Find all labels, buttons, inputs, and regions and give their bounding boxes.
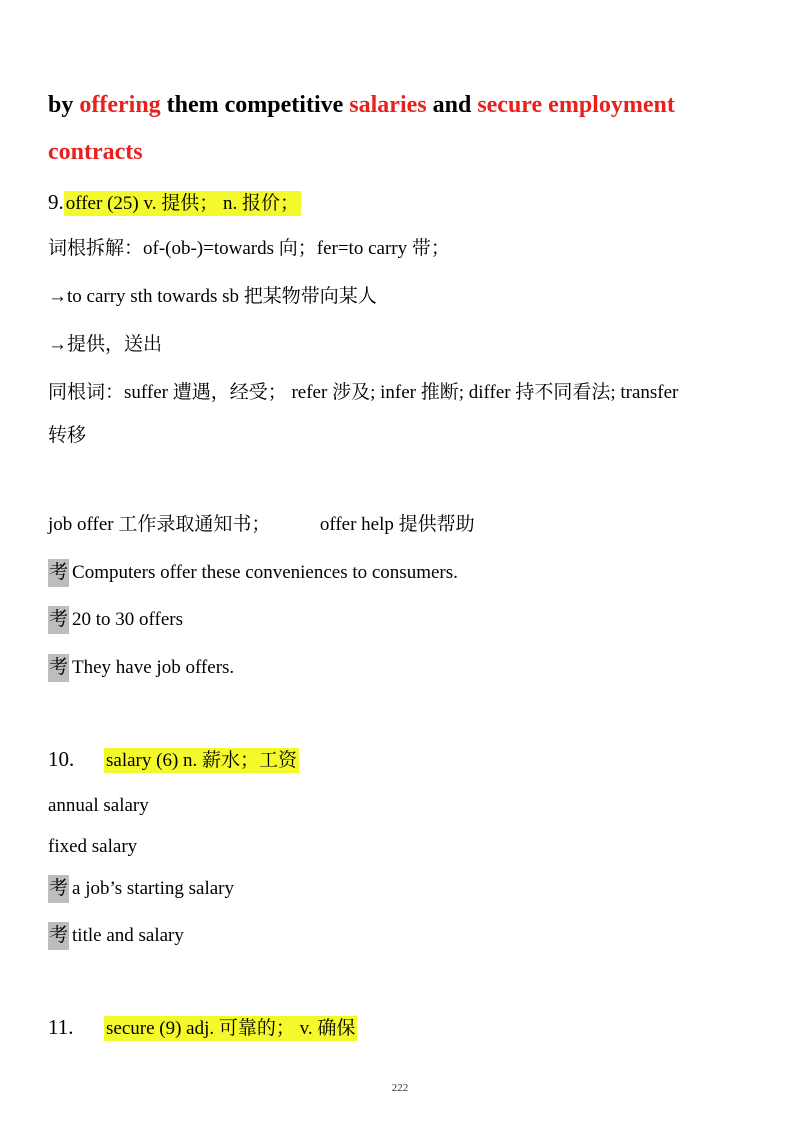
phrase: annual salary [48, 795, 149, 816]
entry-headword: salary (6) n. 薪水；工资 [106, 750, 298, 771]
keyword-salaries: salaries [349, 92, 427, 118]
example-text: title and salary [72, 925, 184, 946]
entry-9-headline [48, 188, 301, 218]
exam-example [48, 606, 183, 634]
exam-example [48, 922, 184, 950]
meaning-result: →提供，送出 [48, 334, 163, 355]
example-text: They have job offers. [72, 657, 235, 678]
exam-example [48, 654, 234, 682]
example-text: 20 to 30 offers [72, 609, 184, 630]
root-breakdown: 词根拆解：of-(ob-)=towards 向；fer=to carry 带； [48, 238, 450, 259]
heading-word: them competitive [166, 92, 344, 118]
exam-marker: 考 [48, 922, 69, 950]
phrase-line [48, 511, 475, 539]
heading-line-1 [48, 90, 675, 120]
keyword-contracts: contracts [48, 139, 143, 165]
phrase: fixed salary [48, 836, 138, 857]
example-text: a job’s starting salary [72, 878, 235, 899]
heading-line-2 [48, 137, 143, 167]
cognates-line-continued: 转移 [48, 425, 87, 446]
heading-word: by [48, 92, 74, 118]
page-number: 222 [391, 1082, 409, 1094]
entry-number: 10. [48, 747, 75, 771]
exam-marker: 考 [48, 559, 69, 587]
keyword-offering: offering [79, 92, 161, 118]
keyword-secure-employment: secure employment [477, 92, 675, 118]
entry-number: 9. [48, 190, 64, 214]
exam-example [48, 875, 234, 903]
heading-word: and [432, 92, 472, 118]
entry-number: 11. [48, 1015, 74, 1039]
example-text: Computers offer these conveniences to consumers. [72, 562, 458, 583]
exam-marker: 考 [48, 606, 69, 634]
entry-headword: offer (25) v. 提供； n. 报价； [65, 193, 299, 214]
phrase: offer help 提供帮助 [319, 514, 475, 535]
exam-marker: 考 [48, 875, 69, 903]
cognates-line: 同根词：suffer 遭遇，经受； refer 涉及; infer 推断; differ 持不同看法; transfer [48, 382, 679, 403]
entry-10-headline [48, 745, 299, 775]
exam-example [48, 559, 458, 587]
phrase: job offer 工作录取通知书； [48, 514, 271, 535]
entry-11-headline [48, 1013, 357, 1043]
exam-marker: 考 [48, 654, 69, 682]
entry-headword: secure (9) adj. 可靠的； v. 确保 [106, 1018, 356, 1039]
meaning-derivation: →to carry sth towards sb 把某物带向某人 [48, 286, 377, 307]
